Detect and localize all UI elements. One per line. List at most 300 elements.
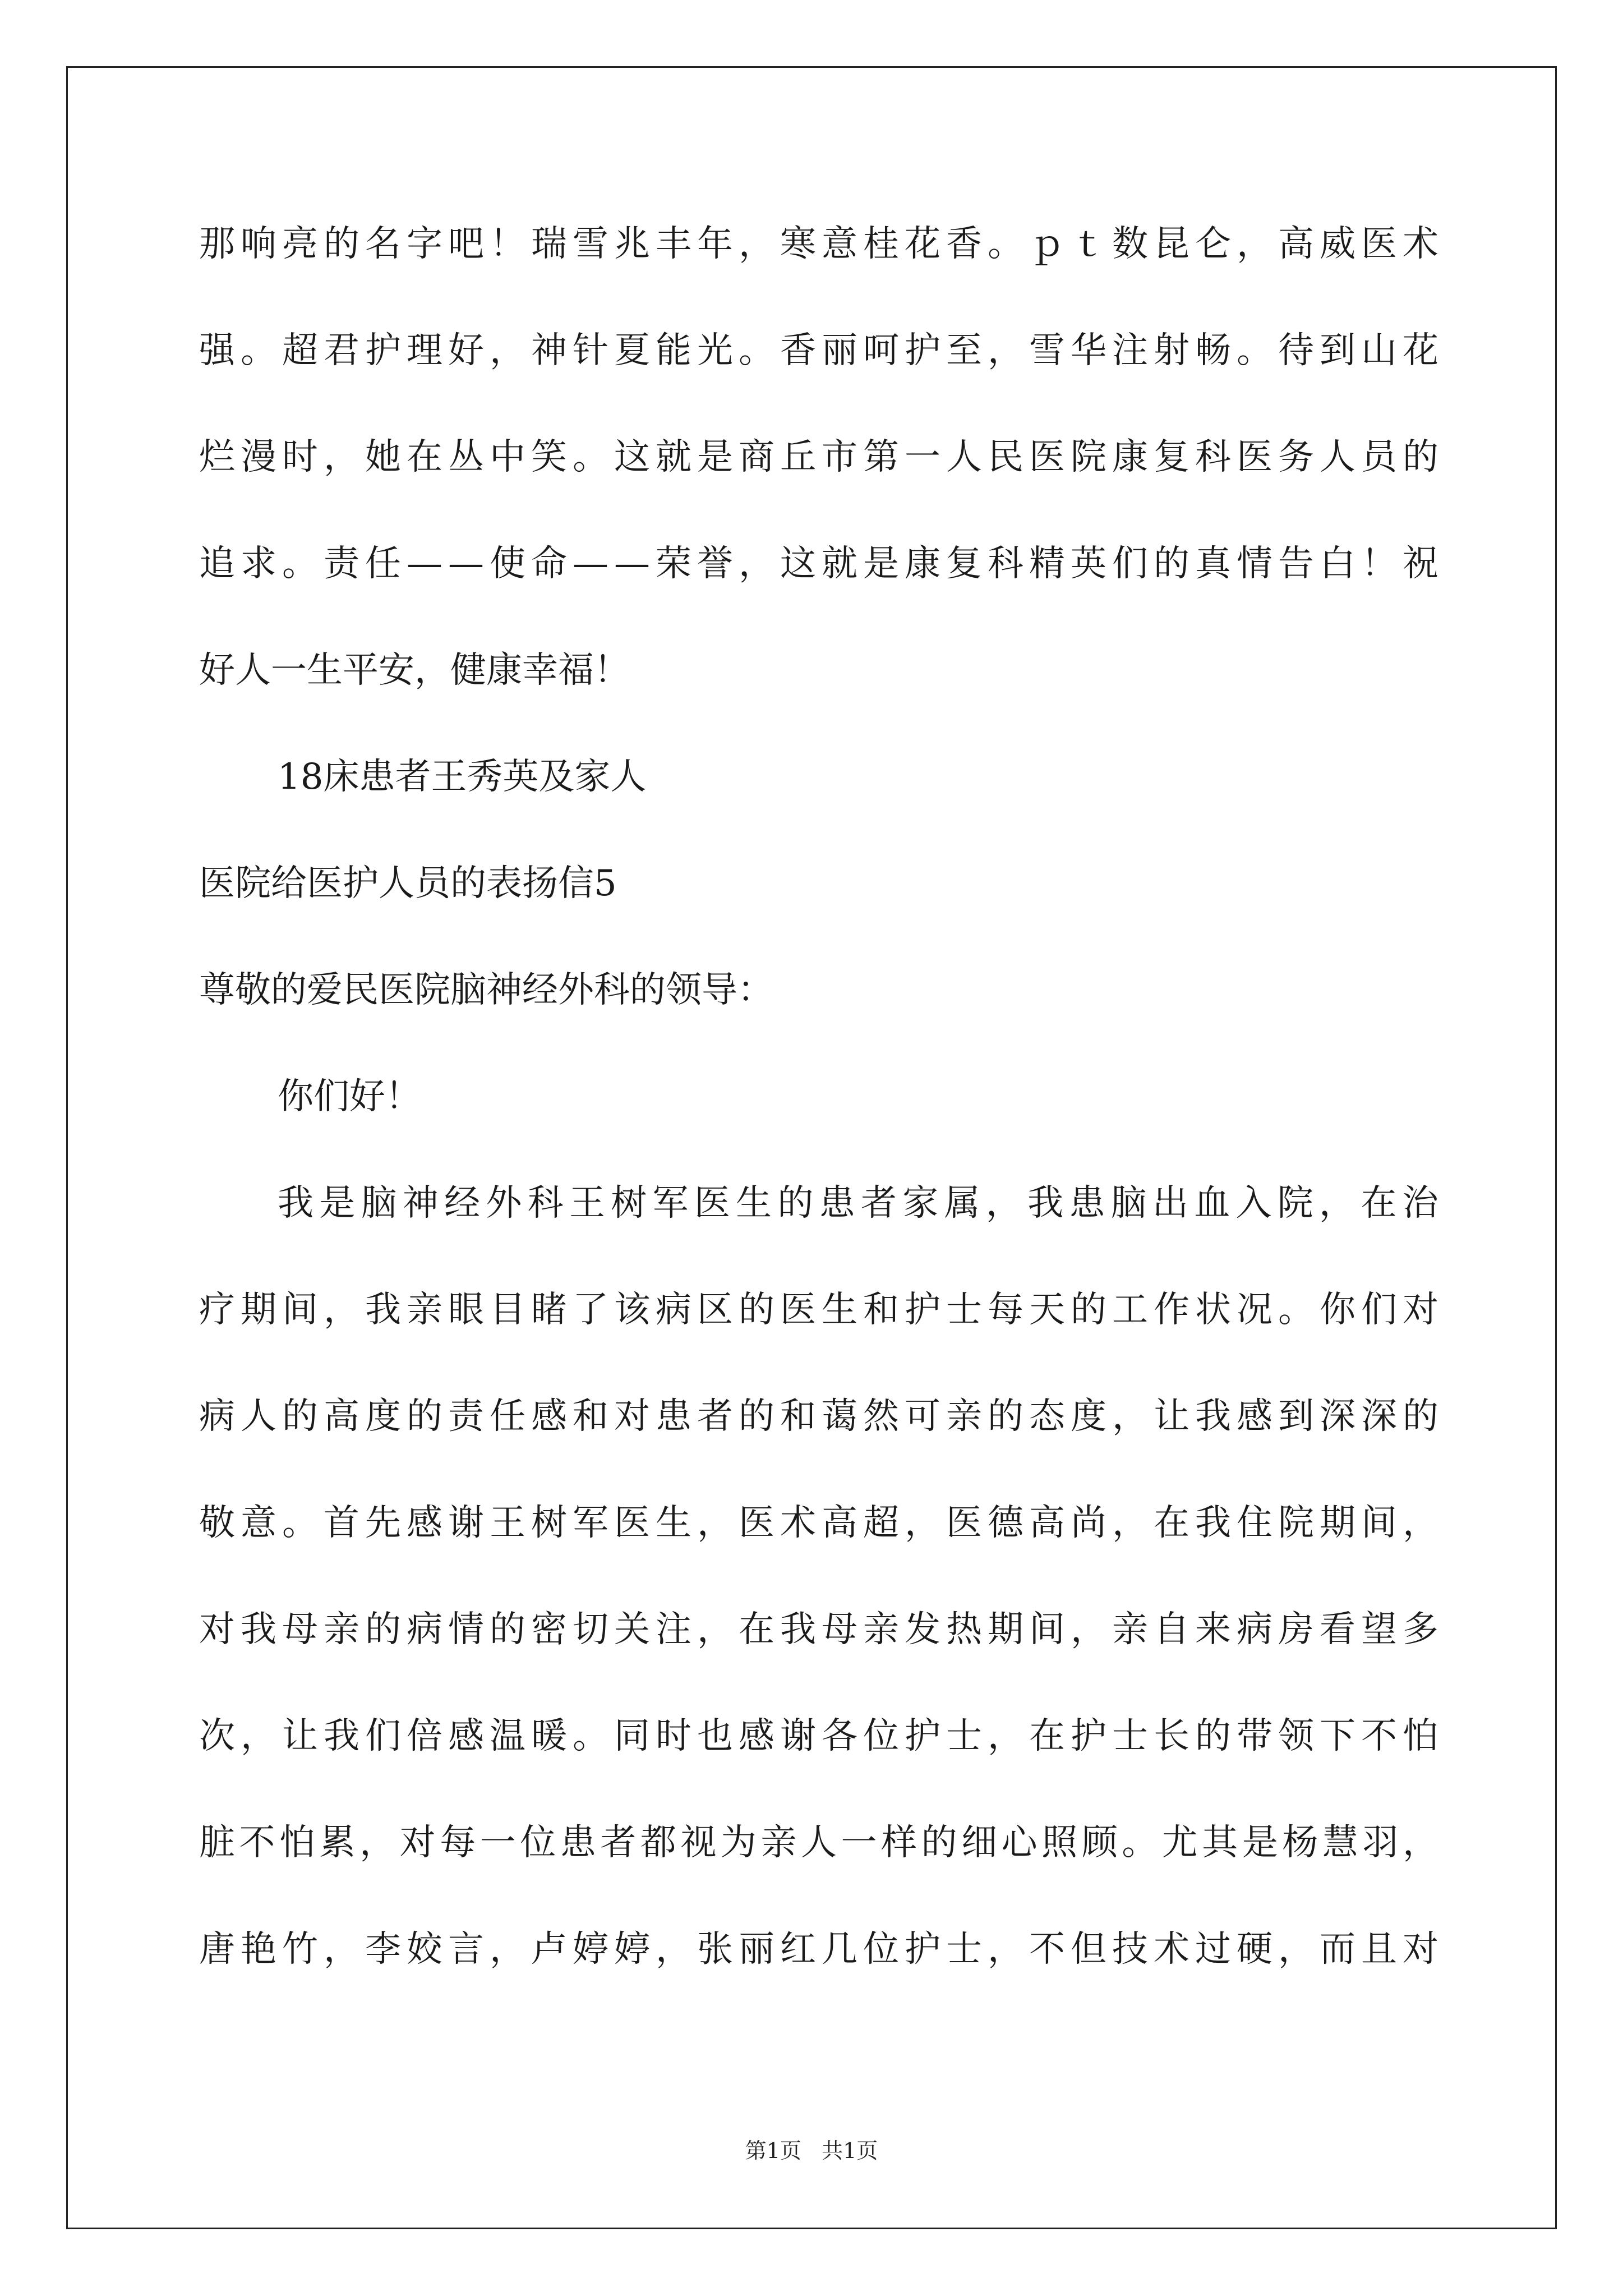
text-glyph: 响	[241, 223, 276, 265]
text-glyph: 护	[905, 1715, 940, 1757]
text-glyph: 神	[402, 1182, 439, 1224]
text-glyph: 在	[1029, 1715, 1065, 1757]
text-glyph: 医	[1237, 436, 1272, 478]
text-glyph: 笑	[531, 436, 567, 478]
text-glyph: 务	[1278, 436, 1314, 478]
text-glyph: 护	[905, 1929, 940, 1970]
text-glyph: 们	[1361, 1289, 1397, 1331]
text-glyph: ，	[324, 1929, 359, 1970]
text-glyph: 使	[490, 543, 525, 585]
text-glyph: 光	[697, 330, 733, 371]
text-glyph: 就	[656, 436, 691, 478]
text-glyph: 责	[448, 1396, 484, 1437]
text-glyph: 治	[1402, 1182, 1438, 1224]
text-glyph: 市	[822, 436, 857, 478]
text-glyph: 术	[1154, 1929, 1189, 1970]
text-glyph: 丛	[448, 436, 484, 478]
text-glyph: ，	[988, 330, 1023, 371]
text-glyph: 病	[1237, 1609, 1272, 1650]
text-glyph: 的	[324, 223, 359, 265]
text-glyph: 一	[479, 1822, 516, 1864]
text-glyph: 睹	[531, 1289, 567, 1331]
text-glyph: 婷	[614, 1929, 650, 1970]
text-glyph: 树	[611, 1182, 647, 1224]
text-glyph: ，	[697, 1609, 733, 1650]
text-glyph: 让	[282, 1715, 318, 1757]
text-glyph: 。	[241, 330, 276, 371]
text-glyph: 就	[822, 543, 857, 585]
text-glyph: 慧	[1322, 1822, 1358, 1864]
text-glyph: 自	[1154, 1609, 1189, 1650]
text-glyph: 医	[694, 1182, 730, 1224]
text-glyph: 夏	[614, 330, 650, 371]
text-glyph: 医	[1361, 223, 1397, 265]
text-glyph: 不	[239, 1822, 275, 1864]
text-glyph: 让	[1154, 1396, 1189, 1437]
text-glyph: 任	[490, 1396, 525, 1437]
text-glyph: 间	[282, 1289, 318, 1331]
text-glyph: 院	[1278, 1502, 1314, 1544]
text-glyph: 士	[946, 1929, 982, 1970]
text-glyph: 到	[1320, 330, 1355, 371]
text-glyph: 士	[946, 1289, 982, 1331]
text-glyph: 者	[697, 1396, 733, 1437]
text-glyph: 追	[199, 543, 235, 585]
text-glyph: 也	[697, 1715, 733, 1757]
text-glyph: 每	[440, 1822, 476, 1864]
text-glyph: 高	[1029, 1502, 1065, 1544]
text-glyph: 房	[1278, 1609, 1314, 1650]
text-glyph: 针	[573, 330, 608, 371]
text-glyph: 状	[1195, 1289, 1231, 1331]
text-glyph: 同	[614, 1715, 650, 1757]
text-glyph: 的	[407, 1396, 442, 1437]
text-glyph: 注	[656, 1609, 691, 1650]
text-glyph: 年	[697, 223, 733, 265]
text-line	[199, 1607, 1438, 1652]
text-glyph: 数	[1112, 223, 1148, 265]
text-glyph: 深	[1320, 1396, 1355, 1437]
text-glyph: 射	[1154, 330, 1189, 371]
text-glyph: 至	[946, 330, 982, 371]
text-glyph: 艳	[241, 1929, 276, 1970]
text-glyph: 超	[863, 1502, 899, 1544]
text-glyph: 工	[1112, 1289, 1148, 1331]
text-glyph: 是	[863, 543, 899, 585]
text-glyph: 英	[1071, 543, 1106, 585]
greeting: 你们好！	[278, 1076, 421, 1117]
text-glyph: 我	[780, 1609, 816, 1650]
text-glyph: 军	[652, 1182, 689, 1224]
text-glyph: 情	[1237, 543, 1272, 585]
text-glyph: 怕	[1403, 1715, 1438, 1757]
text-glyph: 院	[1071, 436, 1106, 478]
text-glyph: 带	[1237, 1715, 1272, 1757]
text-glyph: 复	[946, 543, 982, 585]
text-glyph: 次	[199, 1715, 235, 1757]
text-glyph: ，	[697, 1502, 733, 1544]
text-glyph: 望	[1361, 1609, 1397, 1650]
text-glyph: 荣	[656, 543, 691, 585]
text-glyph: 丰	[656, 223, 691, 265]
text-glyph: 的	[1154, 543, 1189, 585]
text-glyph: 外	[486, 1182, 522, 1224]
text-glyph: 婷	[573, 1929, 608, 1970]
text-glyph: 王	[569, 1182, 605, 1224]
text-glyph: —	[614, 543, 650, 585]
text-glyph: 的	[988, 1396, 1023, 1437]
text-glyph: 度	[1071, 1396, 1106, 1437]
text-glyph: 首	[324, 1502, 359, 1544]
text-glyph: 花	[1403, 330, 1438, 371]
text-glyph: 其	[1202, 1822, 1238, 1864]
text-glyph: ，	[1112, 1396, 1148, 1437]
text-line	[199, 435, 1438, 480]
text-glyph: ，	[988, 1929, 1023, 1970]
text-glyph: 尚	[1071, 1502, 1106, 1544]
text-glyph: 对	[614, 1396, 650, 1437]
text-glyph: 累	[319, 1822, 356, 1864]
text-glyph: 母	[282, 1609, 318, 1650]
text-line	[199, 1501, 1438, 1545]
text-glyph: 丽	[822, 330, 857, 371]
text-glyph: 李	[365, 1929, 401, 1970]
text-glyph: 告	[1278, 543, 1314, 585]
text-glyph: 感	[448, 1715, 484, 1757]
text-glyph: 期	[988, 1609, 1023, 1650]
text-glyph: 的	[1403, 436, 1438, 478]
text-glyph: 先	[365, 1502, 401, 1544]
text-glyph: 谢	[448, 1502, 484, 1544]
text-glyph: 硬	[1237, 1929, 1272, 1970]
text-glyph: 的	[365, 1609, 401, 1650]
text-glyph: 。	[988, 223, 1023, 265]
text-glyph: 的	[921, 1822, 957, 1864]
text-glyph: 华	[1071, 330, 1106, 371]
text-glyph: 是	[1242, 1822, 1278, 1864]
text-glyph: 态	[1029, 1396, 1065, 1437]
text-glyph: ，	[739, 223, 774, 265]
text-glyph: 时	[656, 1715, 691, 1757]
text-glyph: ，	[656, 1929, 691, 1970]
text-glyph: 。	[1237, 330, 1272, 371]
text-glyph: 来	[1195, 1609, 1231, 1650]
text-glyph: 病	[199, 1396, 235, 1437]
text-glyph: 真	[1195, 543, 1231, 585]
text-glyph: 患	[656, 1396, 691, 1437]
text-glyph: 对	[199, 1609, 235, 1650]
text-glyph: 患	[819, 1182, 855, 1224]
text-glyph: 护	[365, 330, 401, 371]
text-glyph: 士	[946, 1715, 982, 1757]
text-glyph: 和	[863, 1289, 899, 1331]
text-glyph: ！	[490, 223, 525, 265]
text-glyph: 过	[1195, 1929, 1231, 1970]
text-glyph: 时	[282, 436, 318, 478]
text-glyph: 亲	[760, 1822, 797, 1864]
text-line	[199, 222, 1438, 266]
text-glyph: 在	[1154, 1502, 1189, 1544]
text-glyph: 的	[1195, 1715, 1231, 1757]
page-border	[66, 66, 1557, 2229]
text-glyph: 患	[560, 1822, 596, 1864]
text-glyph: 们	[365, 1715, 401, 1757]
text-glyph: 感	[739, 1715, 774, 1757]
text-glyph: 威	[1320, 223, 1355, 265]
text-glyph: 在	[1361, 1182, 1397, 1224]
text-glyph: 中	[490, 436, 525, 478]
text-glyph: 花	[905, 223, 940, 265]
text-glyph: 。	[1278, 1289, 1314, 1331]
text-glyph: 入	[1235, 1182, 1272, 1224]
text-glyph: 。	[573, 436, 608, 478]
text-glyph: 树	[531, 1502, 567, 1544]
text-glyph: 亲	[946, 1396, 982, 1437]
text-glyph: 该	[614, 1289, 650, 1331]
text-glyph: 脏	[199, 1822, 235, 1864]
text-glyph: 康	[905, 543, 940, 585]
text-glyph: 理	[407, 330, 442, 371]
text-glyph: 属	[944, 1182, 980, 1224]
text-glyph: 唐	[199, 1929, 235, 1970]
text-glyph: ，	[359, 1822, 396, 1864]
text-glyph: 敬	[199, 1502, 235, 1544]
text-glyph: 顾	[1081, 1822, 1118, 1864]
text-line	[199, 1287, 1438, 1332]
text-glyph: ，	[1278, 1929, 1314, 1970]
text-glyph: 那	[199, 223, 235, 265]
text-glyph: 医	[739, 1502, 774, 1544]
text-glyph: ！	[1361, 543, 1397, 585]
text-glyph: 医	[614, 1502, 650, 1544]
text-glyph: 区	[697, 1289, 733, 1331]
text-glyph: 康	[1112, 436, 1148, 478]
section-title: 医院给医护人员的表扬信5	[199, 863, 617, 904]
text-glyph: 尤	[1161, 1822, 1198, 1864]
text-glyph: 高	[1278, 223, 1314, 265]
text-glyph: 第	[863, 436, 899, 478]
text-glyph: 家	[902, 1182, 939, 1224]
text-glyph: 兆	[614, 223, 650, 265]
text-glyph: 的	[1403, 1396, 1438, 1437]
text-glyph: 的	[777, 1182, 814, 1224]
text-glyph: 的	[282, 1396, 318, 1437]
text-glyph: 求	[241, 543, 276, 585]
text-glyph: 护	[905, 330, 940, 371]
text-glyph: 热	[946, 1609, 982, 1650]
signature-line: 18床患者王秀英及家人	[278, 756, 647, 798]
text-glyph: 作	[1154, 1289, 1189, 1331]
text-glyph: 这	[780, 543, 816, 585]
text-glyph: 人	[800, 1822, 837, 1864]
text-glyph: 商	[739, 436, 774, 478]
text-glyph: 医	[780, 1289, 816, 1331]
text-glyph: 誉	[697, 543, 733, 585]
text-glyph: 烂	[199, 436, 235, 478]
text-line	[199, 1394, 1438, 1439]
salutation: 尊敬的爱民医院脑神经外科的领导：	[199, 969, 773, 1011]
text-glyph: 医	[1029, 436, 1065, 478]
text-glyph: 一	[841, 1822, 877, 1864]
text-glyph: 丽	[739, 1929, 774, 1970]
text-glyph: 病	[656, 1289, 691, 1331]
text-glyph: 。	[282, 543, 318, 585]
text-glyph: 亲	[407, 1289, 442, 1331]
text-glyph: 护	[1071, 1715, 1106, 1757]
text-glyph: 心	[1001, 1822, 1038, 1864]
text-glyph: 切	[573, 1609, 608, 1650]
text-glyph: ，	[490, 330, 525, 371]
text-glyph: 但	[1071, 1929, 1106, 1970]
text-glyph: 们	[1112, 543, 1148, 585]
text-glyph: 。	[1122, 1822, 1158, 1864]
text-glyph: 度	[365, 1396, 401, 1437]
text-glyph: 位	[863, 1715, 899, 1757]
text-glyph: 每	[988, 1289, 1023, 1331]
text-glyph: ，	[1402, 1822, 1438, 1864]
text-glyph: 德	[988, 1502, 1023, 1544]
text-glyph: 深	[1361, 1396, 1397, 1437]
text-glyph: 名	[365, 223, 401, 265]
text-glyph: 生	[822, 1289, 857, 1331]
text-glyph: 。	[739, 330, 774, 371]
text-glyph: 院	[1277, 1182, 1313, 1224]
text-glyph: 天	[1029, 1289, 1065, 1331]
text-glyph: 精	[1029, 543, 1065, 585]
text-glyph: 漫	[241, 436, 276, 478]
text-glyph: 一	[905, 436, 940, 478]
text-glyph: 对	[1403, 1289, 1438, 1331]
text-glyph: ，	[1112, 1502, 1148, 1544]
text-glyph: 住	[1237, 1502, 1272, 1544]
text-glyph: 领	[1278, 1715, 1314, 1757]
text-glyph: 寒	[780, 223, 816, 265]
text-glyph: 仑	[1195, 223, 1231, 265]
text-glyph: 超	[282, 330, 318, 371]
text-glyph: 蔼	[822, 1396, 857, 1437]
text-glyph: 字	[407, 223, 442, 265]
text-glyph: ｐ	[1029, 223, 1065, 265]
text-glyph: 血	[1194, 1182, 1230, 1224]
text-line	[199, 541, 1438, 586]
text-glyph: 技	[1112, 1929, 1148, 1970]
text-glyph: 雪	[573, 223, 608, 265]
text-glyph: 科	[527, 1182, 564, 1224]
text-glyph: 任	[365, 543, 401, 585]
text-glyph: 谢	[780, 1715, 816, 1757]
text-glyph: 然	[863, 1396, 899, 1437]
text-glyph: 张	[697, 1929, 733, 1970]
text-glyph: 和	[573, 1396, 608, 1437]
text-glyph: 人	[241, 1396, 276, 1437]
text-glyph: 对	[1403, 1929, 1438, 1970]
text-glyph: 科	[988, 543, 1023, 585]
text-glyph: 。	[282, 1502, 318, 1544]
text-glyph: 各	[822, 1715, 857, 1757]
text-glyph: 的	[1071, 1289, 1106, 1331]
text-glyph: ｔ	[1071, 223, 1106, 265]
text-line	[278, 1181, 1438, 1226]
text-glyph: 在	[739, 1609, 774, 1650]
text-glyph: 人	[1320, 436, 1355, 478]
text-glyph: 多	[1403, 1609, 1438, 1650]
text-glyph: 生	[736, 1182, 772, 1224]
text-glyph: 在	[407, 436, 442, 478]
text-glyph: 民	[988, 436, 1023, 478]
text-glyph: 眼	[448, 1289, 484, 1331]
text-glyph: 不	[1029, 1929, 1065, 1970]
text-glyph: 。	[573, 1715, 608, 1757]
text-glyph: 神	[531, 330, 567, 371]
text-glyph: 她	[365, 436, 401, 478]
text-glyph: 瑞	[531, 223, 567, 265]
text-glyph: ，	[905, 1502, 940, 1544]
text-glyph: 疗	[199, 1289, 235, 1331]
text-glyph: 密	[531, 1609, 567, 1650]
text-glyph: 生	[656, 1502, 691, 1544]
text-glyph: 者	[600, 1822, 637, 1864]
text-glyph: 意	[822, 223, 857, 265]
text-glyph: 感	[407, 1502, 442, 1544]
text-glyph: 待	[1278, 330, 1314, 371]
text-glyph: ，	[324, 436, 359, 478]
text-glyph: 香	[780, 330, 816, 371]
text-glyph: 发	[905, 1609, 940, 1650]
text-glyph: 可	[905, 1396, 940, 1437]
text-glyph: 高	[324, 1396, 359, 1437]
text-glyph: 间	[1361, 1502, 1397, 1544]
text-glyph: —	[448, 543, 484, 585]
text-glyph: 士	[1112, 1715, 1148, 1757]
text-glyph: 山	[1361, 330, 1397, 371]
text-glyph: 怕	[279, 1822, 316, 1864]
text-glyph: ，	[1237, 223, 1272, 265]
text-glyph: 期	[241, 1289, 276, 1331]
text-glyph: 杨	[1282, 1822, 1318, 1864]
text-glyph: 亲	[324, 1609, 359, 1650]
text-glyph: 我	[1195, 1502, 1231, 1544]
text-glyph: 母	[822, 1609, 857, 1650]
text-glyph: 竹	[282, 1929, 318, 1970]
text-glyph: 卢	[531, 1929, 567, 1970]
text-glyph: 护	[905, 1289, 940, 1331]
text-glyph: 我	[278, 1182, 313, 1224]
text-glyph: 经	[444, 1182, 481, 1224]
text-glyph: 的	[739, 1289, 774, 1331]
text-glyph: 医	[946, 1502, 982, 1544]
text-line	[199, 1714, 1438, 1759]
text-glyph: ，	[985, 1182, 1022, 1224]
text-glyph: ，	[1403, 1502, 1438, 1544]
text-glyph: 昆	[1154, 223, 1189, 265]
text-glyph: 到	[1278, 1396, 1314, 1437]
text-glyph: 命	[531, 543, 567, 585]
text-glyph: 人	[946, 436, 982, 478]
text-glyph: 了	[573, 1289, 608, 1331]
text-glyph: 员	[1361, 436, 1397, 478]
text-glyph: 术	[1403, 223, 1438, 265]
text-glyph: 我	[324, 1715, 359, 1757]
text-glyph: 是	[697, 436, 733, 478]
text-glyph: 香	[946, 223, 982, 265]
text-glyph: 强	[199, 330, 235, 371]
text-glyph: 的	[490, 1609, 525, 1650]
text-glyph: 位	[520, 1822, 556, 1864]
text-glyph: 好	[448, 330, 484, 371]
text-glyph: ，	[988, 1715, 1023, 1757]
text-glyph: ，	[1071, 1609, 1106, 1650]
text-glyph: 感	[1237, 1396, 1272, 1437]
